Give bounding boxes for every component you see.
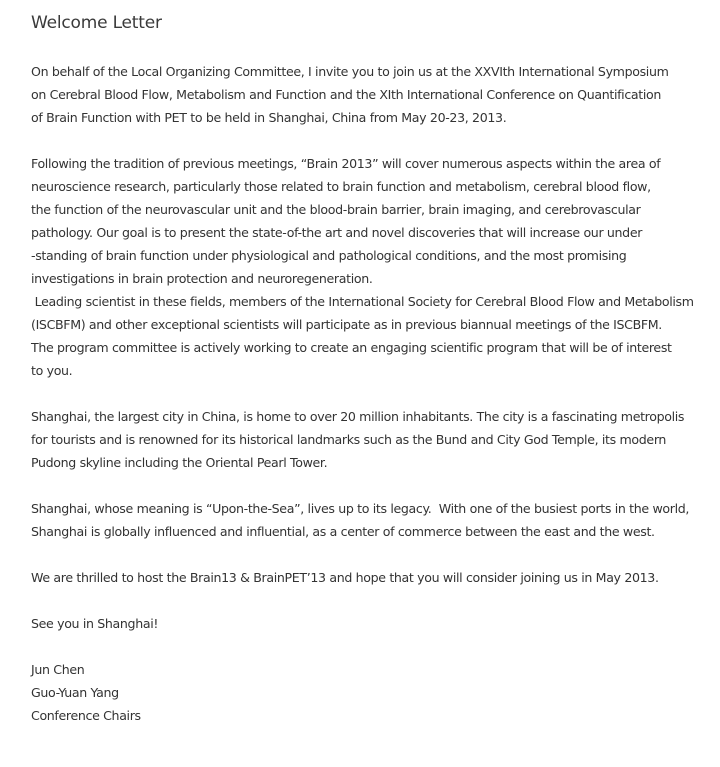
text-line: of Brain Function with PET to be held in Shanghai, China from May 20-23, 2013.: [31, 110, 507, 125]
text-line: We are thrilled to host the Brain13 & BrainPET’13 and hope that you will consider joining us in May 2013.: [31, 570, 659, 585]
paragraph-host: [31, 566, 711, 589]
text-line: neuroscience research, particularly those related to brain function and metabolism, cerebral blood flow,: [31, 179, 651, 194]
paragraph-upon-the-sea: [31, 497, 711, 543]
text-line: See you in Shanghai!: [31, 616, 159, 631]
text-line: for tourists and is renowned for its historical landmarks such as the Bund and City God Temple, its modern: [31, 432, 667, 447]
text-line: pathology. Our goal is to present the state-of-the art and novel discoveries that will increase our under: [31, 225, 643, 240]
signature-role: Conference Chairs: [31, 708, 141, 723]
text-line: on Cerebral Blood Flow, Metabolism and Function and the XIth International Conference on Quantification: [31, 87, 661, 102]
text-line: The program committee is actively working to create an engaging scientific program that will be of interest: [31, 340, 672, 355]
text-line: Following the tradition of previous meetings, “Brain 2013” will cover numerous aspects within the area of: [31, 156, 661, 171]
paragraph-shanghai: [31, 405, 711, 474]
signature-name: Guo-Yuan Yang: [31, 685, 119, 700]
text-line: Pudong skyline including the Oriental Pearl Tower.: [31, 455, 328, 470]
paragraph-tradition: [31, 152, 711, 290]
text-line: On behalf of the Local Organizing Committee, I invite you to join us at the XXVIth International Symposium: [31, 64, 669, 79]
text-line: (ISCBFM) and other exceptional scientists will participate as in previous biannual meetings of the ISCBFM.: [31, 317, 662, 332]
text-line: Leading scientist in these fields, members of the International Society for Cerebral Blood Flow and Metabolism: [31, 294, 694, 309]
text-line: to you.: [31, 363, 73, 378]
text-line: -standing of brain function under physiological and pathological conditions, and the most promising: [31, 248, 627, 263]
letter-title: Welcome Letter: [31, 13, 162, 33]
text-line: Shanghai is globally influenced and influential, as a center of commerce between the east and the west.: [31, 524, 655, 539]
signature-block: [31, 658, 711, 727]
paragraph-closing: [31, 612, 711, 635]
text-line: Shanghai, whose meaning is “Upon-the-Sea”, lives up to its legacy. With one of the busiest ports in the world,: [31, 501, 690, 516]
text-line: the function of the neurovascular unit and the blood-brain barrier, brain imaging, and cerebrovascular: [31, 202, 641, 217]
paragraph-participants: [31, 290, 711, 382]
text-line: Shanghai, the largest city in China, is home to over 20 million inhabitants. The city is a fascinating metropolis: [31, 409, 685, 424]
paragraph-invitation: [31, 60, 711, 129]
text-line: investigations in brain protection and neuroregeneration.: [31, 271, 373, 286]
welcome-letter: [31, 11, 711, 727]
signature-name: Jun Chen: [31, 662, 85, 677]
